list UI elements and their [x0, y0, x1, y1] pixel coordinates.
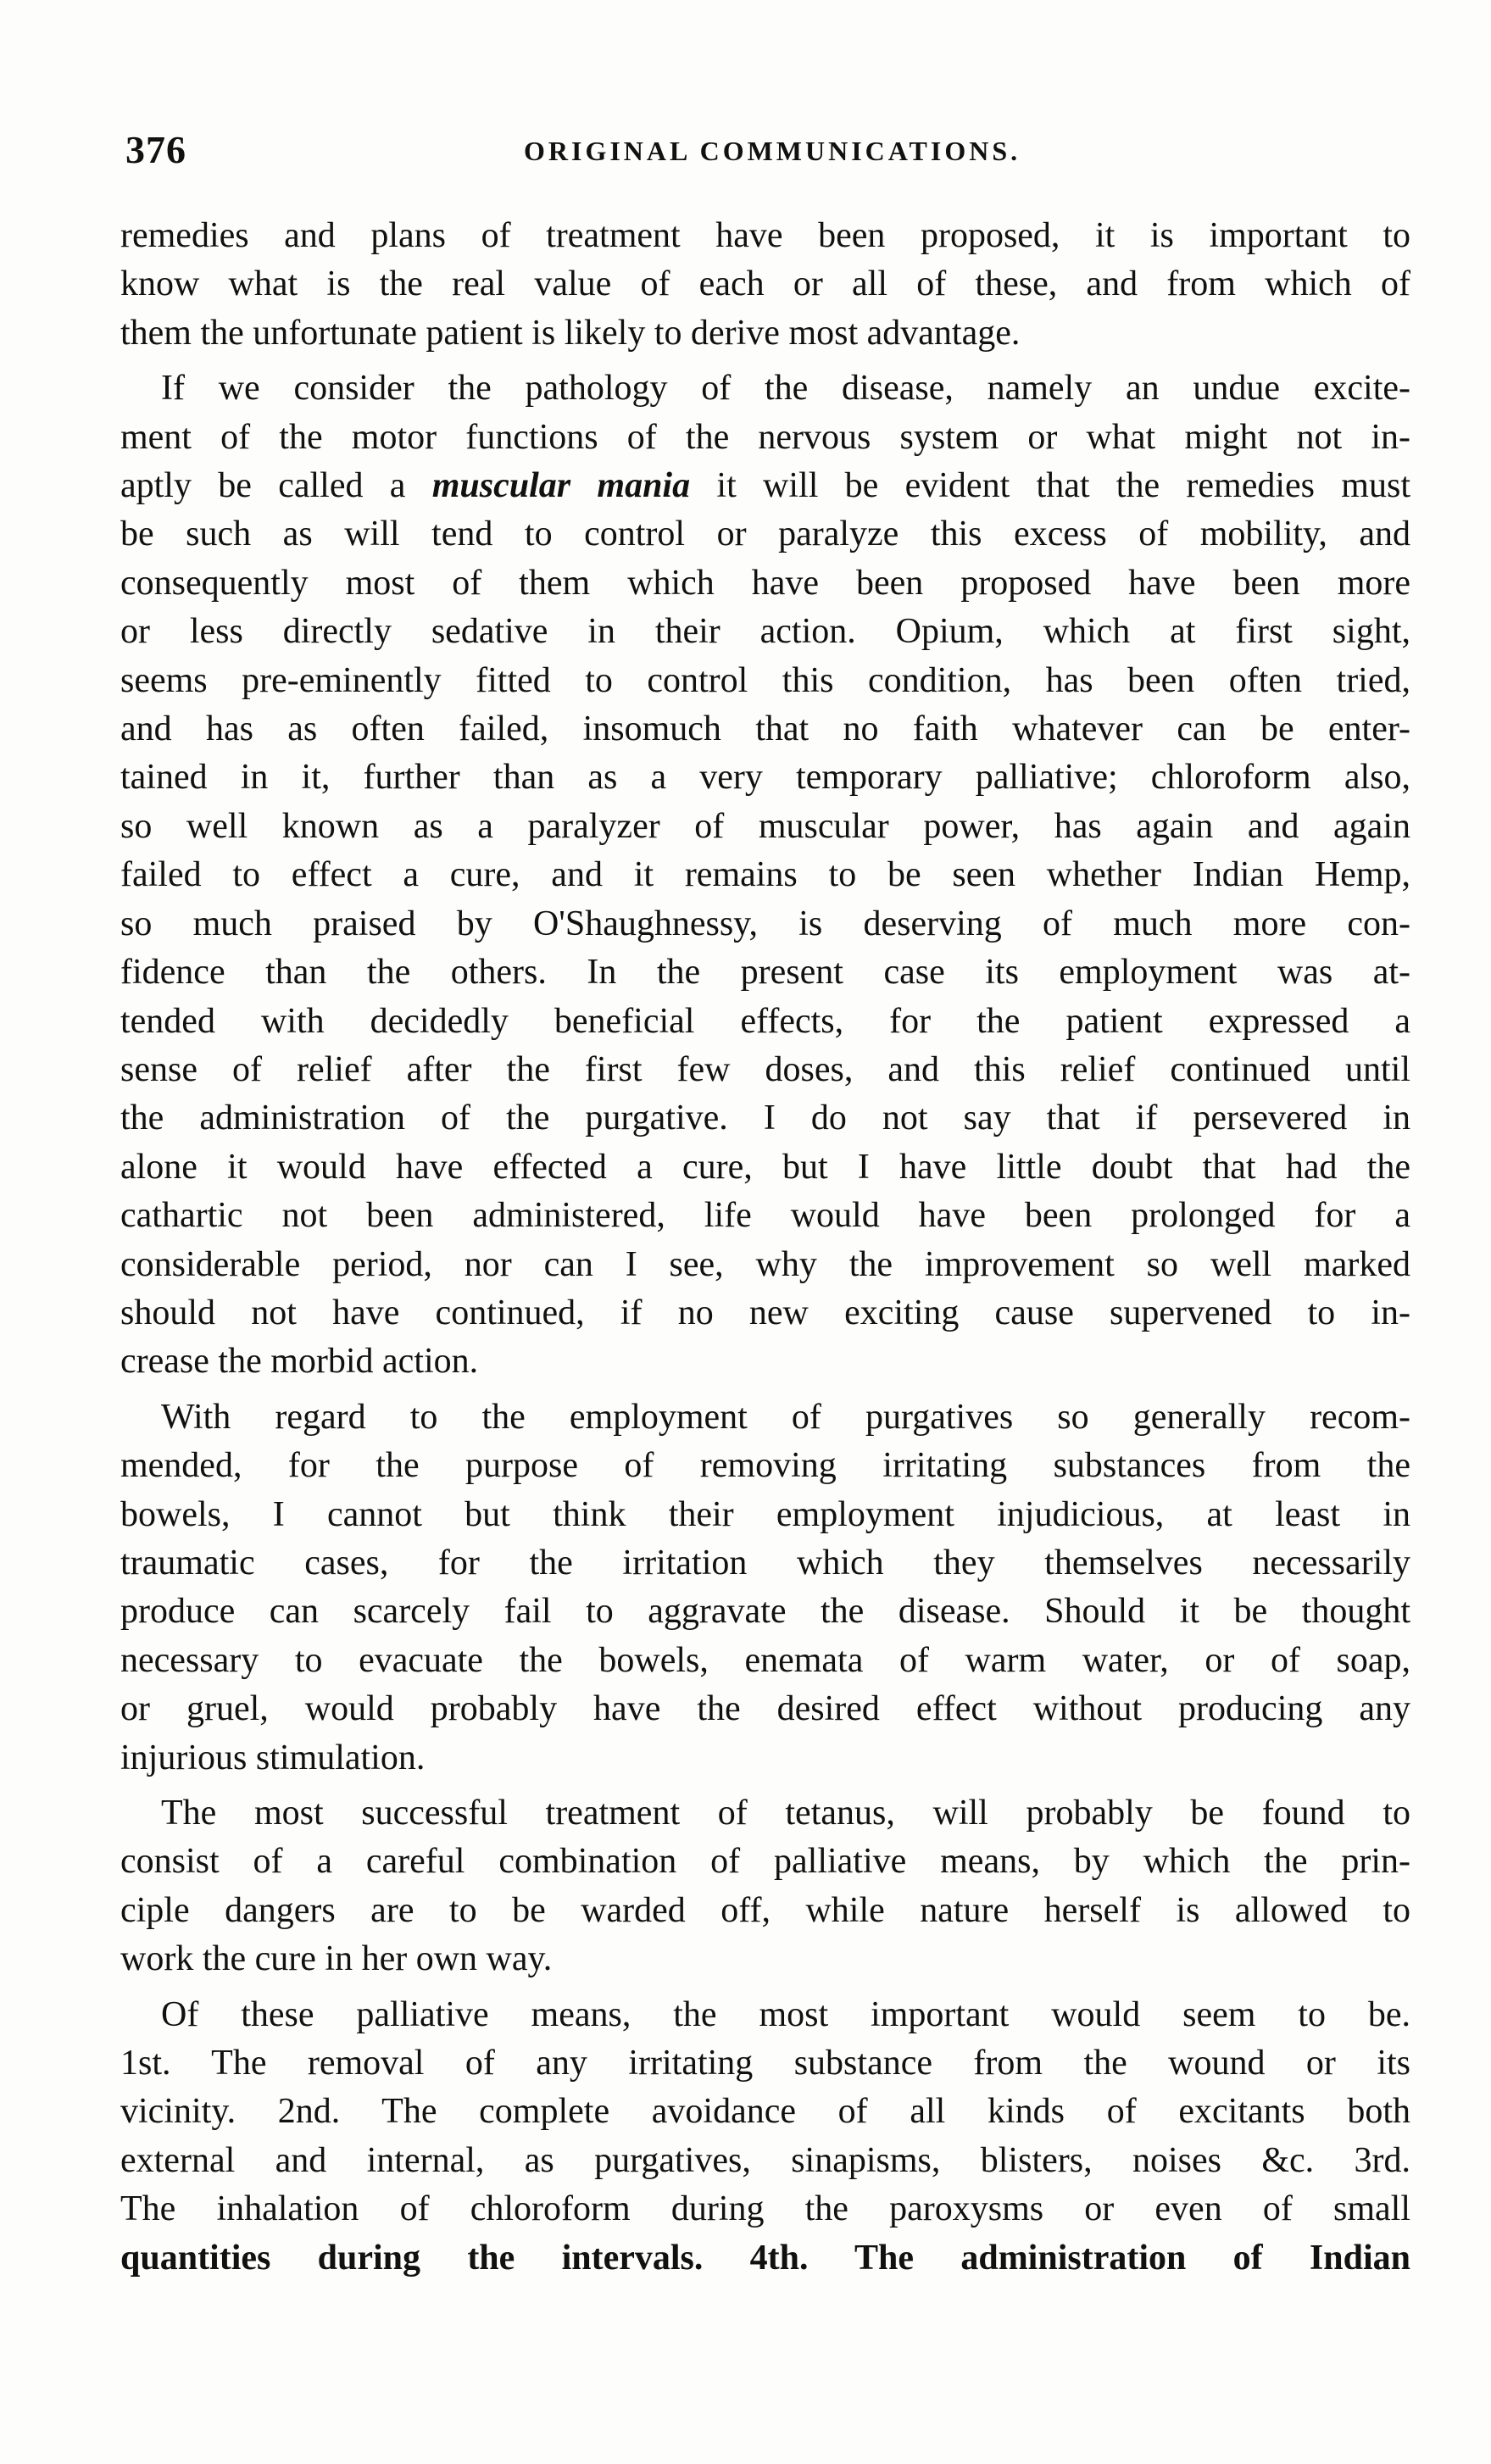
text-line: so well known as a paralyzer of muscular power, has again and again	[120, 806, 1410, 846]
text-line: failed to effect a cure, and it remains to be seen whether Indian Hemp,	[120, 855, 1410, 895]
text-line: or gruel, would probably have the desired effect without producing any	[120, 1689, 1410, 1729]
text-line-with-emphasis	[120, 462, 1410, 510]
body-text	[120, 212, 1410, 2283]
text-line: seems pre-eminently fitted to control this condition, has been often tried,	[120, 660, 1410, 700]
text-line: know what is the real value of each or all of these, and from which of	[120, 264, 1410, 304]
text-line: injurious stimulation.	[120, 1738, 426, 1777]
text-line: fidence than the others. In the present case its employment was at-	[120, 953, 1410, 993]
text-line: mended, for the purpose of removing irritating substances from the	[120, 1446, 1410, 1486]
text-line: quantities during the intervals. 4th. The administration of Indian	[120, 2238, 1410, 2278]
text-line: With regard to the employment of purgatives so generally recom-	[161, 1397, 1410, 1437]
text-line: necessary to evacuate the bowels, enemata of warm water, or of soap,	[120, 1640, 1410, 1680]
text-line: produce can scarcely fail to aggravate the disease. Should it be thought	[120, 1592, 1410, 1632]
text-line: cathartic not been administered, life would have been prolonged for a	[120, 1196, 1410, 1236]
text-line: bowels, I cannot but think their employment injudicious, at least in	[120, 1494, 1410, 1534]
page-number: 376	[125, 128, 186, 171]
text-line: considerable period, nor can I see, why the improvement so well marked	[120, 1244, 1410, 1284]
text-line: vicinity. 2nd. The complete avoidance of all kinds of excitants both	[120, 2092, 1410, 2132]
text-line: 1st. The removal of any irritating substance from the wound or its	[120, 2044, 1410, 2083]
text-line: Of these palliative means, the most important would seem to be.	[161, 1994, 1410, 2034]
running-head-title: ORIGINAL COMMUNICATIONS.	[524, 136, 1021, 166]
paragraph-2	[120, 364, 1410, 1387]
text-line: be such as will tend to control or paralyze this excess of mobility, and	[120, 514, 1410, 554]
text-line: or less directly sedative in their action. Opium, which at first sight,	[120, 612, 1410, 652]
running-head	[125, 127, 1412, 178]
text-segment: it will be evident that the remedies must	[716, 466, 1410, 506]
text-line: alone it would have effected a cure, but I have little doubt that had the	[120, 1147, 1410, 1187]
paragraph-3	[120, 1393, 1410, 1783]
text-line: consequently most of them which have been proposed have been more	[120, 563, 1410, 603]
text-line: remedies and plans of treatment have been proposed, it is important to	[120, 216, 1410, 255]
text-line: external and internal, as purgatives, sinapisms, blisters, noises &c. 3rd.	[120, 2140, 1410, 2180]
text-line: so much praised by O'Shaughnessy, is deserving of much more con-	[120, 904, 1410, 943]
text-line: crease the morbid action.	[120, 1342, 479, 1382]
text-segment: aptly be called a	[120, 466, 406, 506]
paragraph-4	[120, 1789, 1410, 1984]
text-line: them the unfortunate patient is likely to derive most advantage.	[120, 313, 1021, 353]
text-line: ciple dangers are to be warded off, while nature herself is allowed to	[120, 1890, 1410, 1930]
text-line: The inhalation of chloroform during the paroxysms or even of small	[120, 2189, 1410, 2229]
text-line: If we consider the pathology of the disease, namely an undue excite-	[161, 369, 1410, 409]
text-line: consist of a careful combination of palliative means, by which the prin-	[120, 1842, 1410, 1882]
text-line: tended with decidedly beneficial effects, for the patient expressed a	[120, 1001, 1410, 1041]
text-line: work the cure in her own way.	[120, 1939, 553, 1979]
text-line: ment of the motor functions of the nervous system or what might not in-	[120, 417, 1410, 457]
paragraph-1	[120, 212, 1410, 358]
text-line: the administration of the purgative. I do not say that if persevered in	[120, 1099, 1410, 1138]
text-line: and has as often failed, insomuch that no faith whatever can be enter-	[120, 709, 1410, 749]
emphasis-muscular-mania: muscular mania	[431, 466, 691, 506]
text-line: should not have continued, if no new exciting cause supervened to in-	[120, 1293, 1410, 1332]
text-line: sense of relief after the first few doses, and this relief continued until	[120, 1049, 1410, 1089]
text-line: The most successful treatment of tetanus, will probably be found to	[161, 1794, 1410, 1833]
text-line: traumatic cases, for the irritation which they themselves necessarily	[120, 1543, 1410, 1582]
paragraph-5	[120, 1991, 1410, 2283]
text-line: tained in it, further than as a very temporary palliative; chloroform also,	[120, 758, 1410, 798]
